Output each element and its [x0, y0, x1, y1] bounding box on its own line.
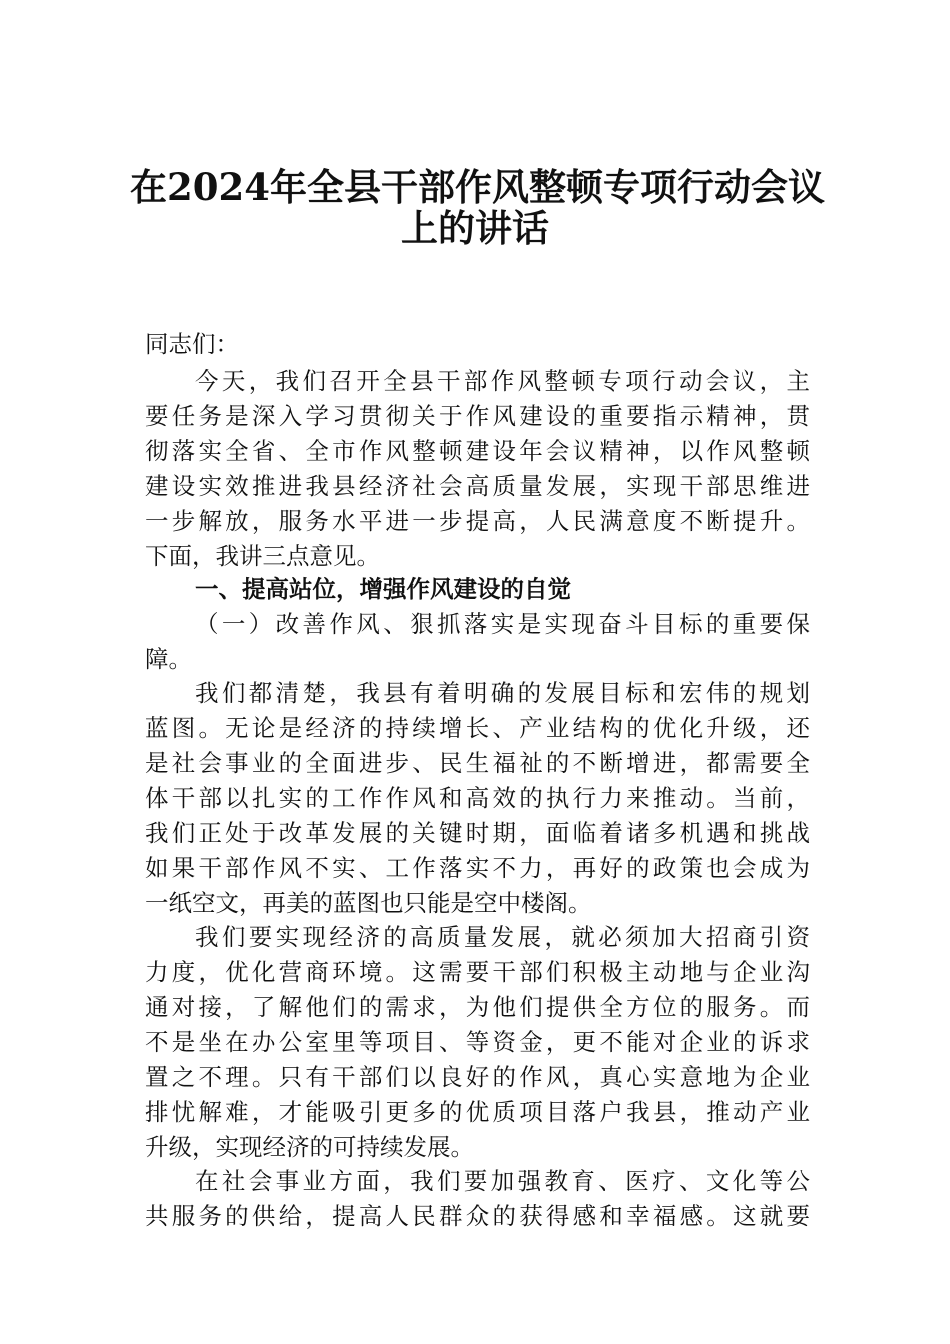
subsection-heading: 障。	[145, 645, 192, 673]
paragraph-line: 力度，优化营商环境。这需要干部们积极主动地与企业沟	[145, 958, 810, 986]
paragraph-line: 蓝图。无论是经济的持续增长、产业结构的优化升级，还	[145, 714, 810, 742]
paragraph-line: 是社会事业的全面进步、民生福祉的不断增进，都需要全	[145, 749, 810, 777]
paragraph-line: 如果干部作风不实、工作落实不力，再好的政策也会成为	[145, 854, 810, 882]
section-heading: 一、提高站位，增强作风建设的自觉	[195, 575, 571, 603]
paragraph-line: 在社会事业方面，我们要加强教育、医疗、文化等公	[195, 1167, 810, 1195]
paragraph-line: 升级，实现经济的可持续发展。	[145, 1133, 474, 1161]
salutation: 同志们：	[145, 330, 239, 358]
intro-line: 今天，我们召开全县干部作风整顿专项行动会议，主	[195, 367, 810, 395]
intro-line: 要任务是深入学习贯彻关于作风建设的重要指示精神，贯	[145, 402, 810, 430]
paragraph-line: 体干部以扎实的工作作风和高效的执行力来推动。当前，	[145, 784, 810, 812]
paragraph-line: 排忧解难，才能吸引更多的优质项目落户我县，推动产业	[145, 1098, 810, 1126]
paragraph-line: 我们要实现经济的高质量发展，就必须加大招商引资	[195, 923, 810, 951]
intro-line: 一步解放，服务水平进一步提高，人民满意度不断提升。	[145, 507, 810, 535]
paragraph-line: 不是坐在办公室里等项目、等资金，更不能对企业的诉求	[145, 1028, 810, 1056]
intro-line: 彻落实全省、全市作风整顿建设年会议精神，以作风整顿	[145, 437, 810, 465]
paragraph-line: 共服务的供给，提高人民群众的获得感和幸福感。这就要	[145, 1202, 810, 1230]
paragraph-line: 我们正处于改革发展的关键时期，面临着诸多机遇和挑战	[145, 819, 810, 847]
intro-line: 建设实效推进我县经济社会高质量发展，实现干部思维进	[145, 472, 810, 500]
subsection-heading: （一）改善作风、狠抓落实是实现奋斗目标的重要保	[195, 610, 810, 638]
paragraph-line: 通对接，了解他们的需求，为他们提供全方位的服务。而	[145, 993, 810, 1021]
paragraph-line: 一纸空文，再美的蓝图也只能是空中楼阁。	[145, 889, 592, 917]
paragraph-line: 置之不理。只有干部们以良好的作风，真心实意地为企业	[145, 1063, 810, 1091]
document-title-line-1: 在2024年全县干部作风整顿专项行动会议	[130, 165, 825, 209]
document-title-line-2: 上的讲话	[401, 206, 549, 250]
paragraph-line: 我们都清楚，我县有着明确的发展目标和宏伟的规划	[195, 679, 810, 707]
intro-line: 下面，我讲三点意见。	[145, 542, 380, 570]
